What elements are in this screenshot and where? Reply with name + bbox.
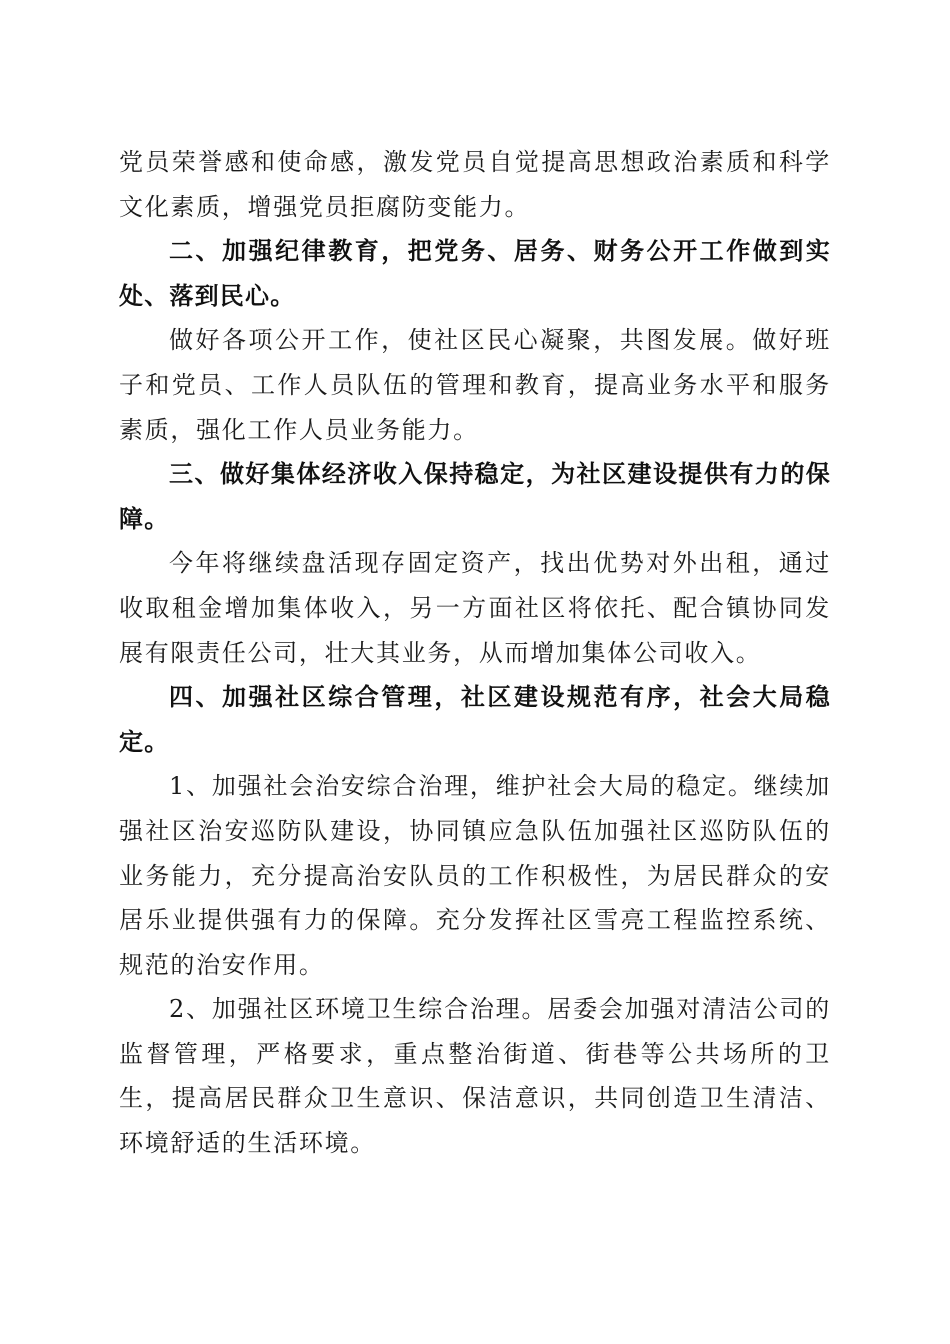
- paragraph-body: 1、加强社会治安综合治理，维护社会大局的稳定。继续加强社区治安巡防队建设，协同镇应急队伍加强社区巡防队伍的业务能力，充分提高治安队员的工作积极性，为居民群众的安居乐业提供强有力的保障。充分发挥社区雪亮工程监控系统、规范的治安作用。: [119, 772, 831, 979]
- document-body: [119, 140, 831, 1166]
- paragraph-body: 党员荣誉感和使命感，激发党员自觉提高思想政治素质和科学文化素质，增强党员拒腐防变能力。: [119, 148, 831, 221]
- section-heading-4: 四、加强社区综合管理，社区建设规范有序，社会大局稳定。: [119, 683, 831, 756]
- paragraph-body: 今年将继续盘活现存固定资产，找出优势对外出租，通过收取租金增加集体收入，另一方面社区将依托、配合镇协同发展有限责任公司，壮大其业务，从而增加集体公司收入。: [119, 549, 831, 667]
- section-heading-2: 二、加强纪律教育，把党务、居务、财务公开工作做到实处、落到民心。: [119, 237, 831, 310]
- section-heading-3: 三、做好集体经济收入保持稳定，为社区建设提供有力的保障。: [119, 460, 831, 533]
- paragraph-body: 2、加强社区环境卫生综合治理。居委会加强对清洁公司的监督管理，严格要求，重点整治街道、街巷等公共场所的卫生，提高居民群众卫生意识、保洁意识，共同创造卫生清洁、环境舒适的生活环境。: [119, 995, 831, 1158]
- paragraph-body: 做好各项公开工作，使社区民心凝聚，共图发展。做好班子和党员、工作人员队伍的管理和教育，提高业务水平和服务素质，强化工作人员业务能力。: [119, 326, 831, 444]
